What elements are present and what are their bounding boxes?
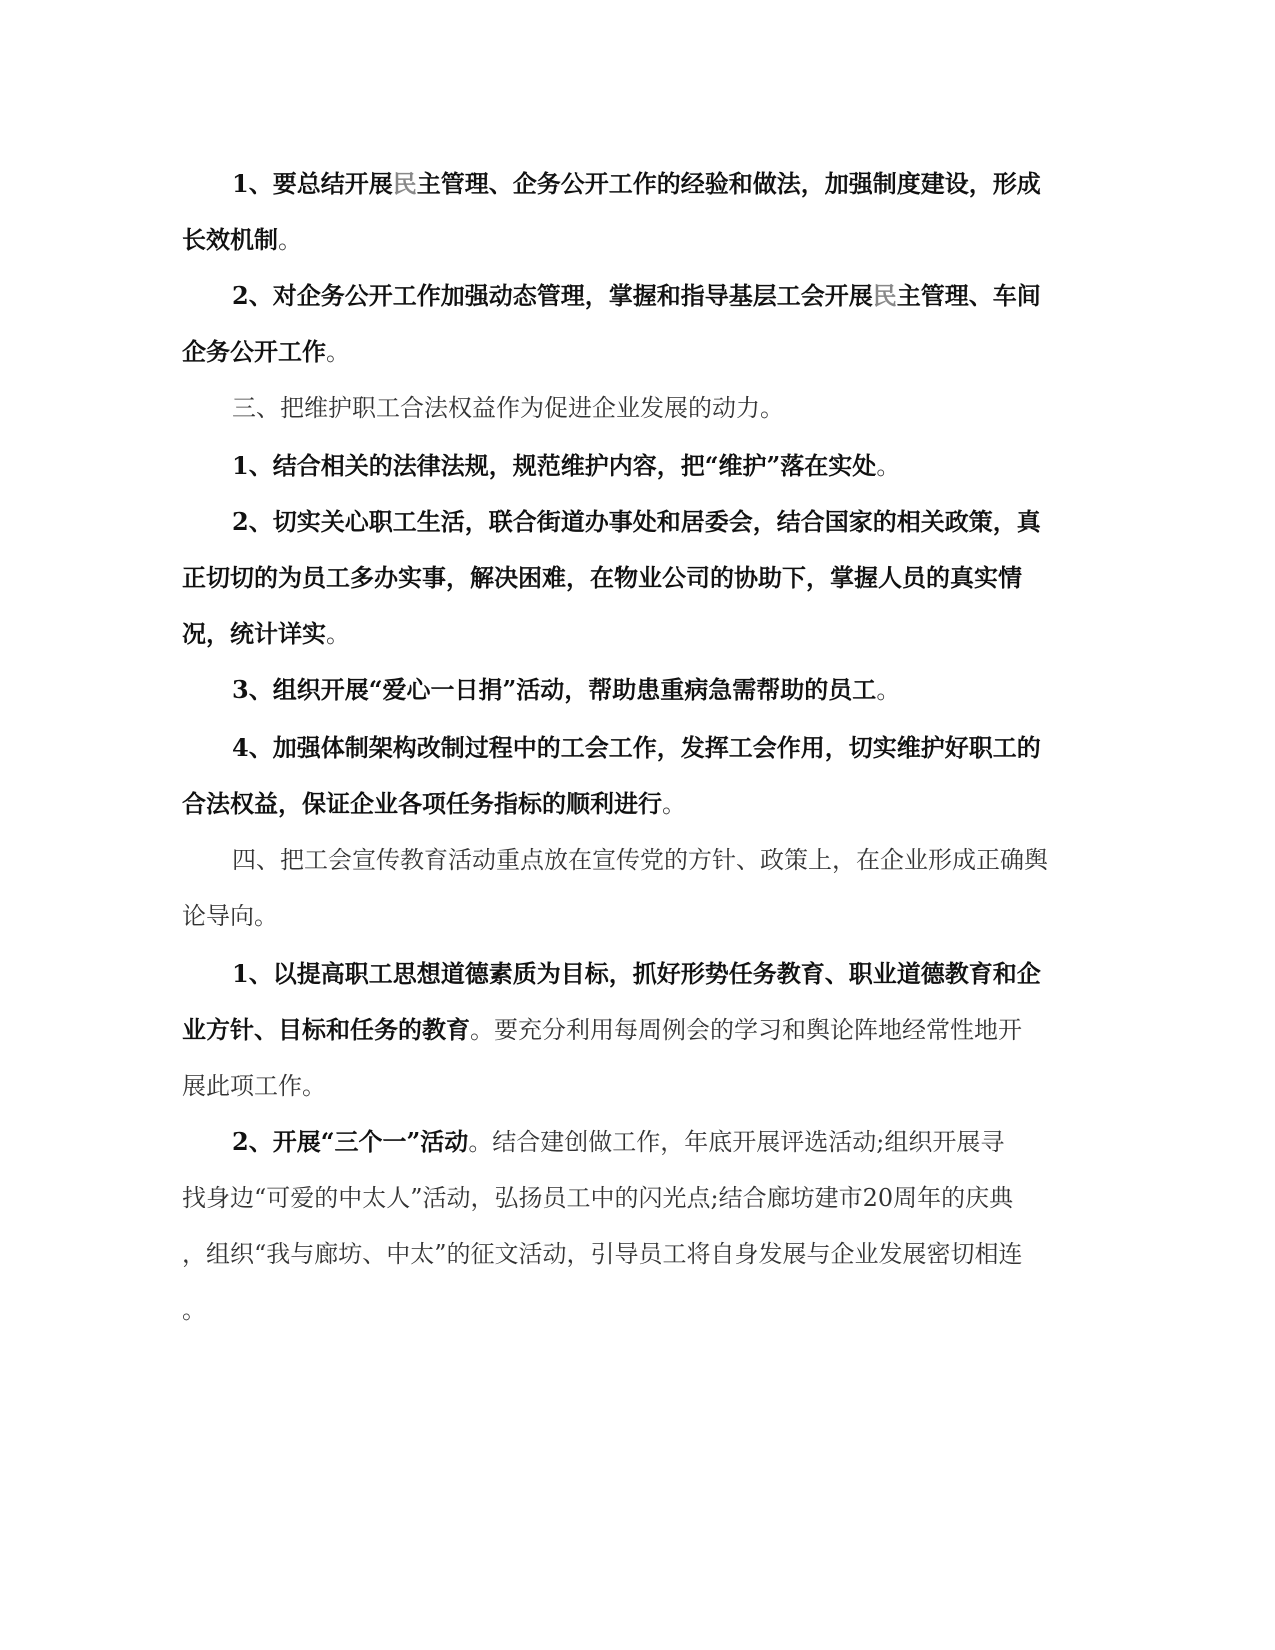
paragraph-3-2-line-2: 正切切的为员工多办实事，解决困难，在物业公司的协助下，掌握人员的真实情	[182, 563, 1022, 592]
paragraph-4-2-line-2: 找身边“可爱的中太人”活动，弘扬员工中的闪光点;结合廊坊建市20周年的庆典	[182, 1184, 1014, 1212]
text-run: 。	[876, 452, 901, 480]
paragraph-3-2-line-3	[182, 614, 350, 654]
paragraph-4-2-line-1	[232, 1122, 1004, 1162]
paragraph-1-line-2	[182, 220, 302, 260]
text-run: 主管理、车间	[896, 281, 1041, 310]
paragraph-4-1-line-1: 1、以提高职工思想道德素质为目标，抓好形势任务教育、职业道德教育和企	[232, 959, 1041, 988]
text-run: 。	[326, 620, 350, 648]
paragraph-3-4-line-1: 4、加强体制架构改制过程中的工会工作，发挥工会作用，切实维护好职工的	[232, 733, 1041, 762]
paragraph-4-2-line-3: ，组织“我与廊坊、中太”的征文活动，引导员工将自身发展与企业发展密切相连	[182, 1240, 1023, 1268]
paragraph-3-3	[232, 670, 900, 710]
section-heading-4-line-2: 论导向。	[182, 902, 278, 930]
paragraph-4-2-line-4: 。	[182, 1296, 206, 1324]
text-run: 2、开展“三个一”活动	[232, 1127, 469, 1156]
paragraph-3-2-line-1: 2、切实关心职工生活，联合街道办事处和居委会，结合国家的相关政策，真	[232, 507, 1041, 536]
paragraph-2-line-1	[232, 276, 1041, 316]
paragraph-4-1-line-2	[182, 1010, 1022, 1050]
text-run: 。	[662, 790, 686, 818]
text-run-faded: 民	[872, 281, 897, 310]
text-run: 。要充分利用每周例会的学习和舆论阵地经常性地开	[470, 1016, 1022, 1044]
text-run: 况，统计详实	[182, 619, 326, 648]
paragraph-3-1	[232, 446, 900, 486]
paragraph-1-line-1	[232, 164, 1041, 204]
paragraph-4-1-line-3: 展此项工作。	[182, 1072, 326, 1100]
text-run: 。	[876, 676, 901, 704]
text-run-faded: 民	[392, 169, 417, 198]
text-run: 业方针、目标和任务的教育	[182, 1015, 470, 1044]
text-run: 。	[326, 338, 350, 366]
text-run: 。结合建创做工作，年底开展评选活动;组织开展寻	[468, 1128, 1005, 1156]
text-run: 企务公开工作	[182, 337, 326, 366]
section-heading-4-line-1: 四、把工会宣传教育活动重点放在宣传党的方针、政策上，在企业形成正确舆	[232, 846, 1048, 874]
paragraph-2-line-2	[182, 332, 350, 372]
text-run: 1、结合相关的法律法规，规范维护内容，把“维护”落在实处	[232, 451, 877, 480]
text-run: 长效机制	[182, 225, 278, 254]
text-run: 3、组织开展“爱心一日捐”活动，帮助患重病急需帮助的员工	[232, 675, 877, 704]
text-run: 2、对企务公开工作加强动态管理，掌握和指导基层工会开展	[232, 281, 873, 310]
section-heading-3: 三、把维护职工合法权益作为促进企业发展的动力。	[232, 394, 784, 422]
text-run: 1、要总结开展	[232, 169, 393, 198]
text-run: 合法权益，保证企业各项任务指标的顺利进行	[182, 789, 662, 818]
text-run: 。	[278, 226, 302, 254]
text-run: 主管理、企务公开工作的经验和做法，加强制度建设，形成	[416, 169, 1041, 198]
paragraph-3-4-line-2	[182, 784, 686, 824]
